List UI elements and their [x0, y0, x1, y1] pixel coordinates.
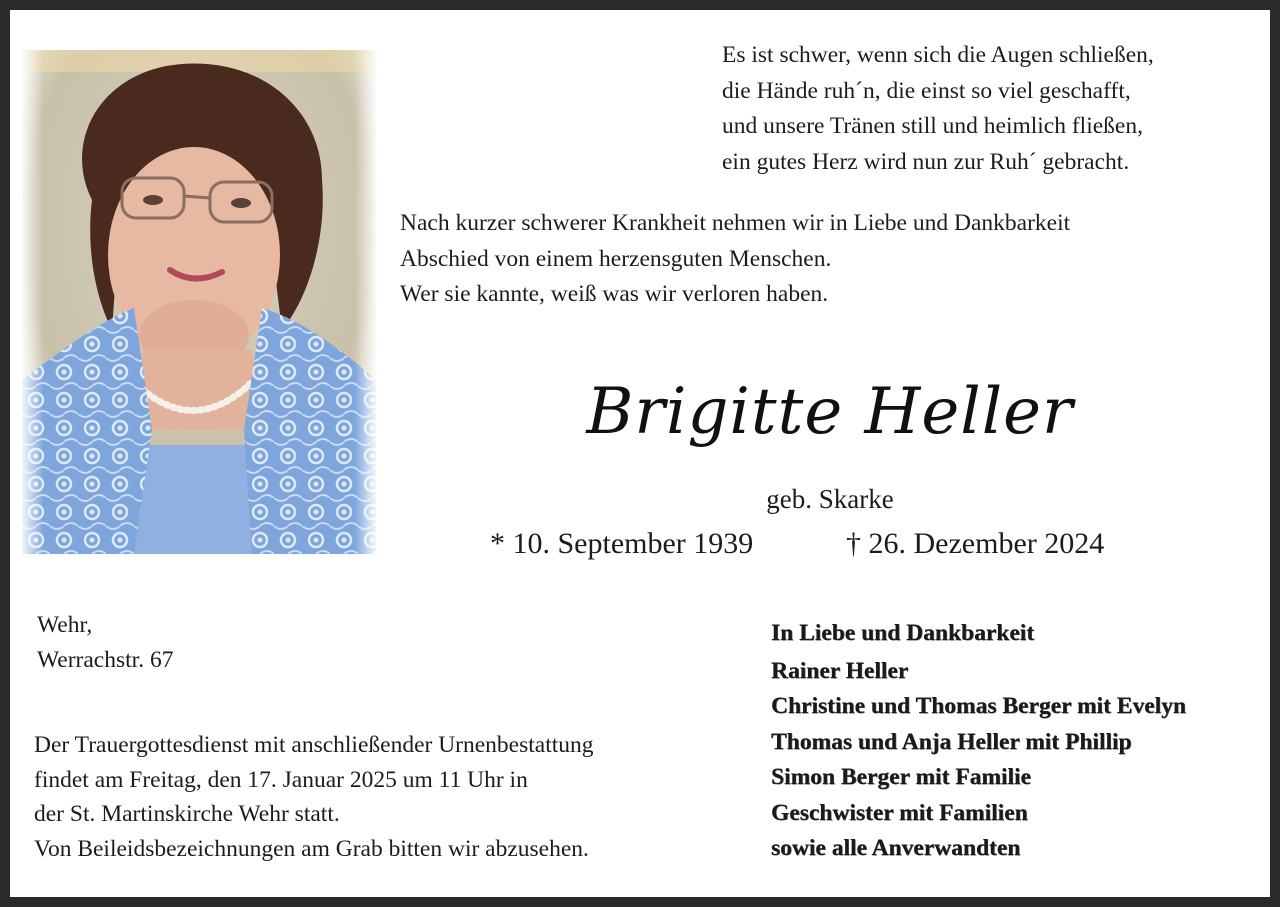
mourner-name: Rainer Heller	[771, 657, 909, 684]
poem-line: die Hände ruh´n, die einst so viel geschafft,	[722, 77, 1131, 104]
mourner-name: Thomas und Anja Heller mit Phillip	[771, 728, 1132, 755]
obituary-notice	[10, 10, 1270, 897]
mourner-name: Geschwister mit Familien	[771, 799, 1028, 826]
address-street: Werrachstr. 67	[37, 647, 174, 673]
service-line: findet am Freitag, den 17. Januar 2025 um 11 Uhr in	[34, 766, 528, 793]
poem	[722, 38, 1154, 180]
poem-line: ein gutes Herz wird nun zur Ruh´ gebracht.	[722, 148, 1130, 175]
intro-line: Abschied von einem herzensguten Menschen.	[400, 245, 832, 272]
mourner-name: Christine und Thomas Berger mit Evelyn	[771, 693, 1186, 719]
maiden-name: geb. Skarke	[766, 484, 894, 514]
poem-line: Es ist schwer, wenn sich die Augen schließen,	[722, 42, 1154, 68]
service-info	[34, 728, 594, 866]
address-city: Wehr,	[37, 612, 93, 638]
service-line: der St. Martinskirche Wehr statt.	[34, 801, 340, 827]
portrait-photo	[22, 50, 376, 554]
mourners-list	[771, 616, 1186, 867]
mourner-name: sowie alle Anverwandten	[771, 835, 1021, 861]
poem-line: und unsere Tränen still und heimlich fließen,	[722, 113, 1143, 139]
intro-line: Nach kurzer schwerer Krankheit nehmen wir in Liebe und Dankbarkeit	[400, 210, 1071, 236]
birth-date: * 10. September 1939	[490, 527, 754, 560]
intro-line: Wer sie kannte, weiß was wir verloren haben.	[400, 281, 829, 307]
death-date: † 26. Dezember 2024	[846, 527, 1105, 560]
intro-text	[400, 206, 1070, 313]
deceased-name: Brigitte Heller	[586, 375, 1074, 449]
address	[37, 608, 173, 678]
service-line: Von Beileidsbezeichnungen am Grab bitten wir abzusehen.	[34, 835, 589, 862]
mourner-name: Simon Berger mit Familie	[771, 764, 1031, 790]
mourners-heading: In Liebe und Dankbarkeit	[771, 620, 1035, 646]
service-line: Der Trauergottesdienst mit anschließender Urnenbestattung	[34, 732, 594, 758]
